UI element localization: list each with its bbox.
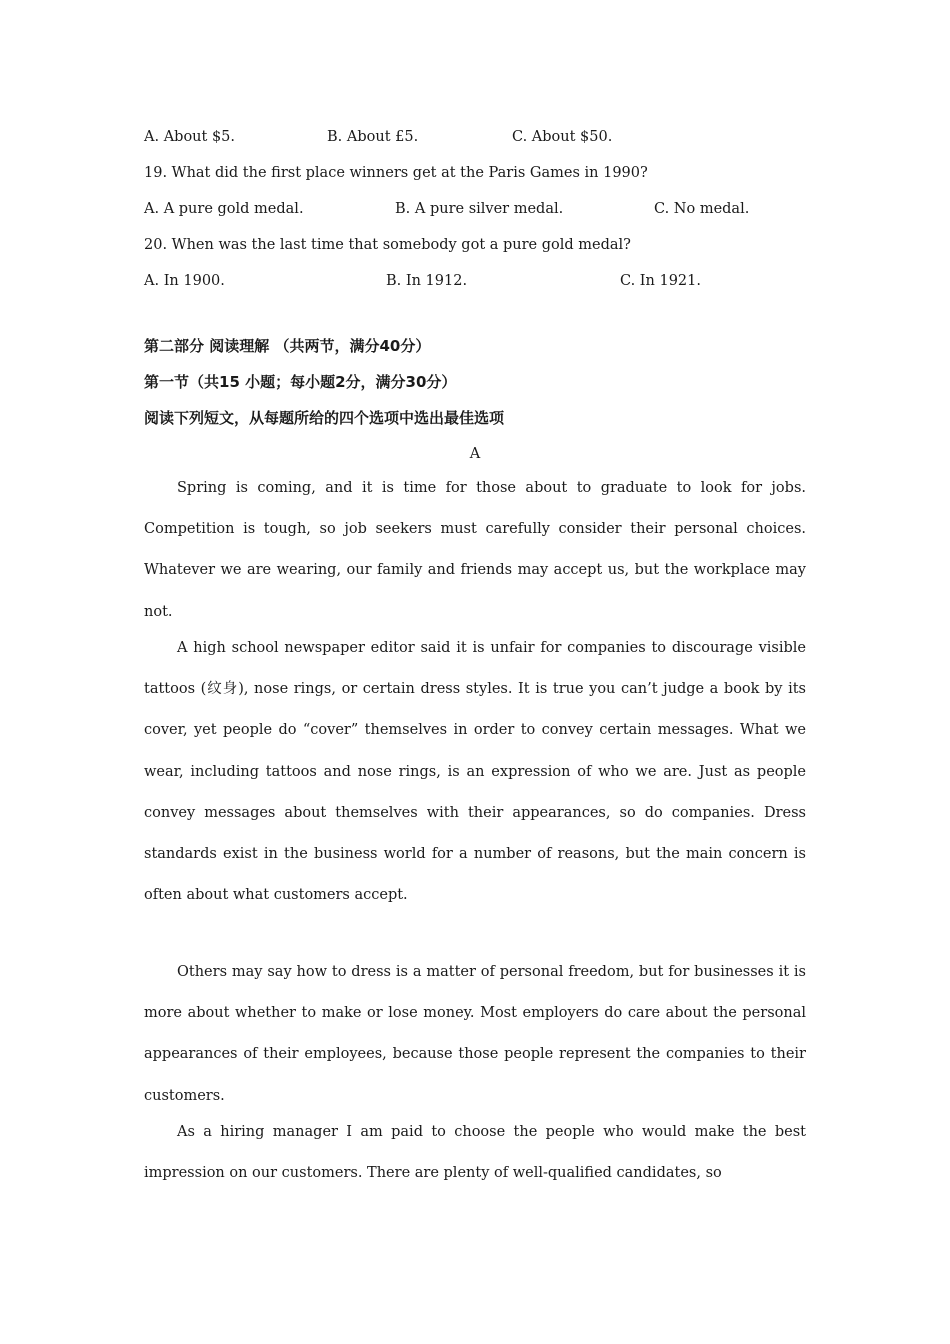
q18-option-a: A. About $5. <box>144 129 236 145</box>
q20-option-a: A. In 1900. <box>144 273 225 289</box>
q20-option-b: B. In 1912. <box>386 273 468 289</box>
q19-option-c: C. No medal. <box>654 201 750 217</box>
q19-options <box>144 197 806 221</box>
reading-instruction: 阅读下列短文，从每题所给的四个选项中选出最佳选项 <box>144 409 505 427</box>
q20-options <box>144 269 806 293</box>
passage-paragraph-3: Others may say how to dress is a matter of personal freedom, but for businesses it is more about whether to make or lose money. Most employers do care about the personal appearances of their employees, because those people represent the companies to their customers. <box>144 964 806 1104</box>
q19-option-b: B. A pure silver medal. <box>395 201 564 217</box>
passage-label: A <box>469 446 481 462</box>
q20-option-c: C. In 1921. <box>620 273 701 289</box>
q19-question: 19. What did the first place winners get at the Paris Games in 1990? <box>144 165 648 181</box>
reading-part-title: 第二部分 阅读理解 （共两节，满分40分） <box>144 337 431 355</box>
passage-paragraph-2: A high school newspaper editor said it is unfair for companies to discourage visible tattoos (纹身), nose rings, or certain dress styles. It is true you can’t judge a book by its cover, yet people do “cover” themselves in order to convey certain messages. What we wear, including tattoos and nose rings, is an expression of who we are. Just as people convey messages about themselves with their appearances, so do companies. Dress standards exist in the business world for a number of reasons, but the main concern is often about what customers accept. <box>144 640 806 904</box>
q18-options <box>144 125 806 149</box>
passage-paragraph-4: As a hiring manager I am paid to choose the people who would make the best impression on our customers. There are plenty of well-qualified candidates, so <box>144 1124 806 1182</box>
passage-paragraph-1: Spring is coming, and it is time for those about to graduate to look for jobs. Competition is tough, so job seekers must carefully consider their personal choices. Whatever we are wearing, our family and friends may accept us, but the workplace may not. <box>144 480 806 620</box>
q18-option-b: B. About £5. <box>327 129 419 145</box>
q19-option-a: A. A pure gold medal. <box>144 201 304 217</box>
reading-section-title: 第一节（共15 小题；每小题2分，满分30分） <box>144 373 457 391</box>
q18-option-c: C. About $50. <box>512 129 613 145</box>
q20-question: 20. When was the last time that somebody got a pure gold medal? <box>144 237 631 253</box>
